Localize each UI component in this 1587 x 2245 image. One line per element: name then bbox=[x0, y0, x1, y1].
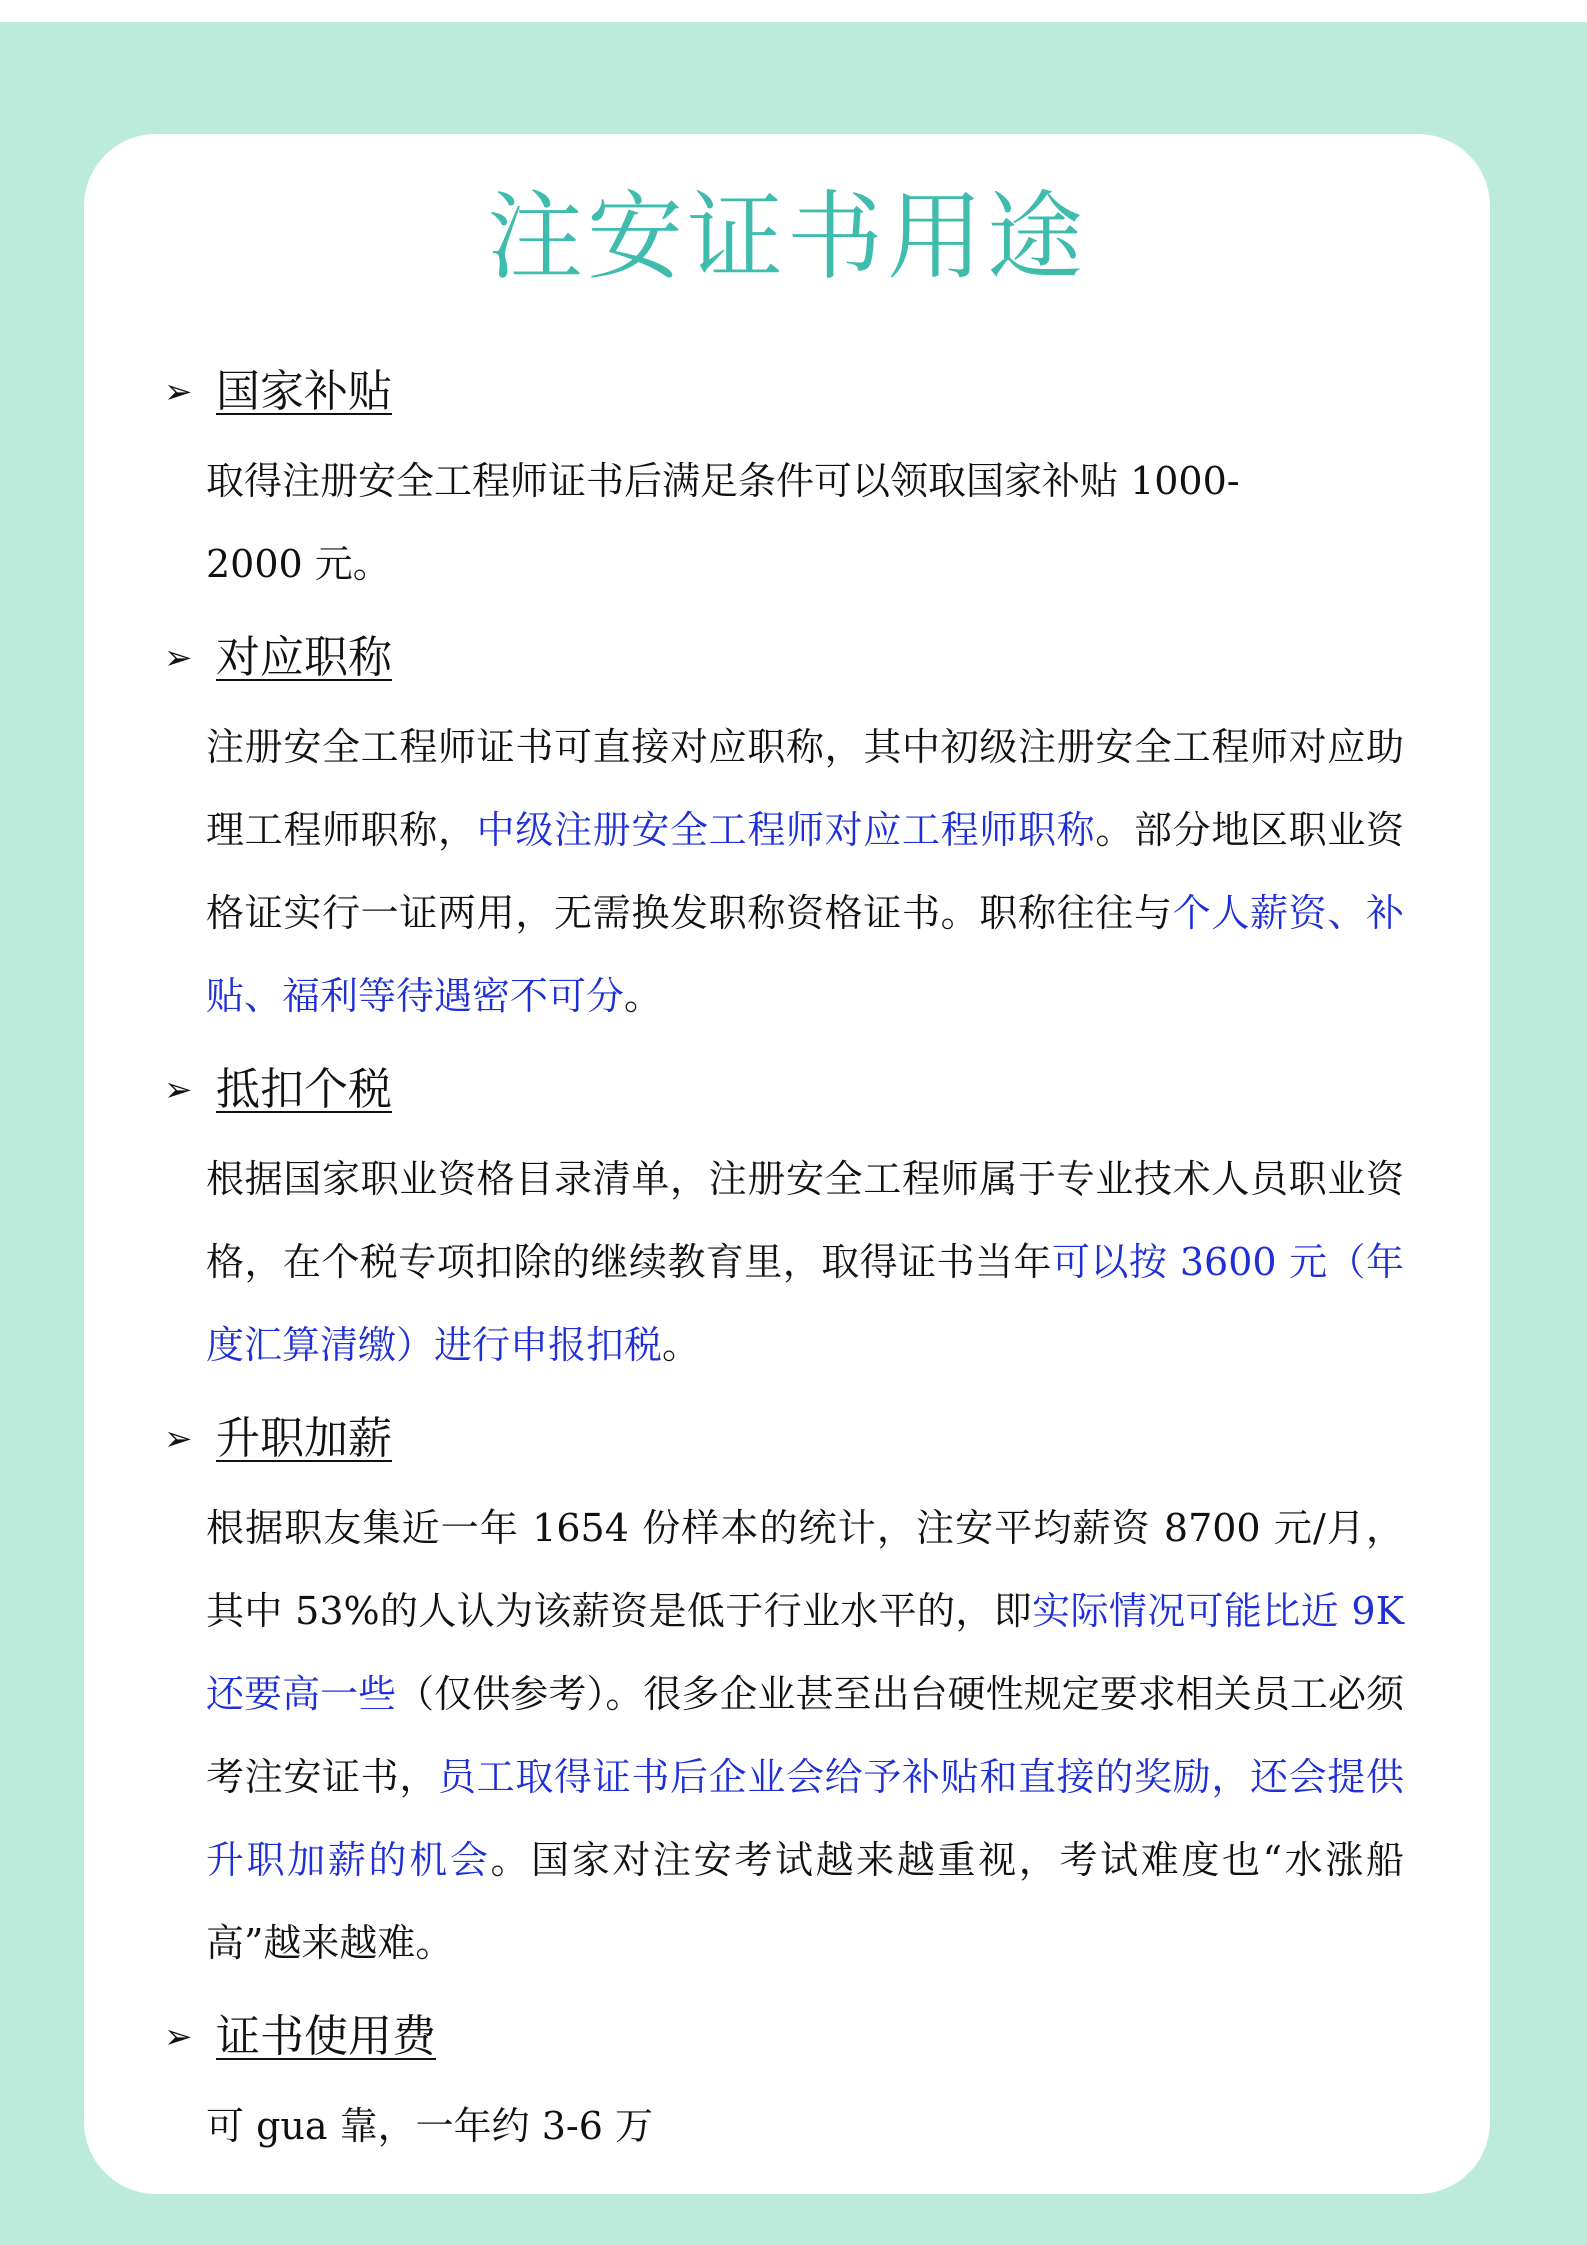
arrow-bullet-icon: ➢ bbox=[164, 1070, 193, 1110]
heading-text: 国家补贴 bbox=[216, 366, 392, 417]
section-tax-deduction bbox=[164, 1060, 1404, 1387]
section-subsidy bbox=[164, 362, 1404, 606]
text-run: 。 bbox=[662, 1323, 701, 1367]
arrow-bullet-icon: ➢ bbox=[164, 638, 193, 678]
arrow-bullet-icon: ➢ bbox=[164, 2017, 193, 2057]
section-certificate-fee bbox=[164, 2007, 1404, 2168]
text-run: 取得注册安全工程师证书后满足条件可以领取国家补贴 1000-2000 元。 bbox=[206, 459, 1240, 586]
heading-text: 对应职称 bbox=[216, 632, 392, 683]
section-promotion-raise bbox=[164, 1409, 1404, 1985]
section-paragraph bbox=[206, 2085, 1404, 2168]
heading-text: 升职加薪 bbox=[216, 1413, 392, 1464]
content-card bbox=[84, 134, 1490, 2194]
text-run: 可 gua 靠，一年约 3-6 万 bbox=[206, 2104, 653, 2148]
heading-text: 抵扣个税 bbox=[216, 1064, 392, 1115]
text-run: （仅供参考）。很多企业甚至出台硬性规定要求相关员工必须考注安证书， bbox=[206, 1672, 1404, 1799]
section-paragraph bbox=[206, 1487, 1404, 1985]
highlight-run: 员工取得证书后企业会给予补贴和直接的奖励，还会提供升职加薪的机会 bbox=[206, 1755, 1404, 1882]
text-run: 。部分地区职业资格证实行一证两用，无需换发职称资格证书。职称往往与 bbox=[206, 808, 1404, 935]
section-paragraph bbox=[206, 1138, 1404, 1387]
page-title: 注安证书用途 bbox=[487, 181, 1087, 293]
arrow-bullet-icon: ➢ bbox=[164, 372, 193, 412]
highlight-run: 可以按 3600 元（年度汇算清缴）进行申报扣税 bbox=[206, 1240, 1404, 1367]
highlight-run: 实际情况可能比近 9K 还要高一些 bbox=[206, 1589, 1404, 1716]
section-heading bbox=[164, 1409, 1404, 1469]
section-heading bbox=[164, 1060, 1404, 1120]
section-heading bbox=[164, 2007, 1404, 2067]
heading-text: 证书使用费 bbox=[216, 2011, 436, 2062]
text-run: 根据职友集近一年 1654 份样本的统计，注安平均薪资 8700 元/月，其中 53%的人认为该薪资是低于行业水平的，即 bbox=[206, 1506, 1404, 1633]
section-paragraph bbox=[206, 440, 1246, 606]
highlight-run: 个人薪资、补贴、福利等待遇密不可分 bbox=[206, 891, 1404, 1018]
sections-list bbox=[164, 362, 1404, 2190]
section-paragraph bbox=[206, 706, 1404, 1038]
text-run: 。 bbox=[624, 974, 663, 1018]
section-heading bbox=[164, 628, 1404, 688]
text-run: 根据国家职业资格目录清单，注册安全工程师属于专业技术人员职业资格，在个税专项扣除的继续教育里，取得证书当年 bbox=[206, 1157, 1404, 1284]
highlight-run: 中级注册安全工程师对应工程师职称 bbox=[476, 808, 1096, 852]
arrow-bullet-icon: ➢ bbox=[164, 1419, 193, 1459]
text-run: 。国家对注安考试越来越重视，考试难度也“水涨船高”越来越难。 bbox=[206, 1838, 1404, 1965]
section-title-equivalence bbox=[164, 628, 1404, 1038]
section-heading bbox=[164, 362, 1404, 422]
text-run: 注册安全工程师证书可直接对应职称，其中初级注册安全工程师对应助理工程师职称， bbox=[206, 725, 1404, 852]
